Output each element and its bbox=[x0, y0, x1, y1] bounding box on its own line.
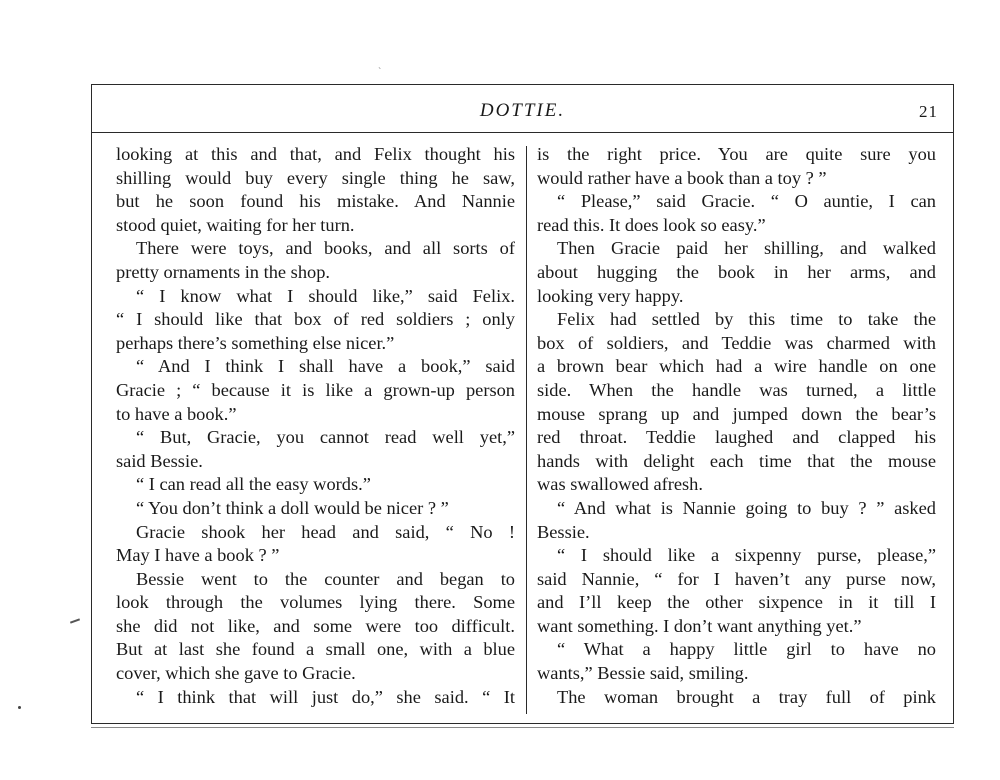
running-title: DOTTIE. bbox=[479, 100, 566, 121]
text-line: side. When the handle was turned, a little bbox=[537, 379, 936, 400]
text-line: read this. It does look so easy.” bbox=[537, 214, 766, 235]
page-number: 21 bbox=[919, 102, 938, 121]
text-line: said Nannie, “ for I haven’t any purse now, bbox=[537, 568, 936, 589]
text-line: perhaps there’s something else nicer.” bbox=[116, 332, 395, 353]
bottom-rule bbox=[91, 727, 954, 728]
column-divider bbox=[526, 146, 527, 714]
print-speck bbox=[18, 706, 21, 709]
print-speck bbox=[70, 618, 80, 623]
text-line: want something. I don’t want anything yet.” bbox=[537, 615, 862, 636]
text-line: about hugging the book in her arms, and bbox=[537, 261, 936, 282]
text-line: “ I should like a sixpenny purse, please,” bbox=[557, 545, 936, 566]
text-line: would rather have a book than a toy ? ” bbox=[537, 167, 827, 188]
text-line: “ And what is Nannie going to buy ? ” asked bbox=[557, 497, 936, 518]
text-line: said Bessie. bbox=[116, 450, 203, 471]
text-line: mouse sprang up and jumped down the bear’s bbox=[537, 403, 936, 424]
text-line: a brown bear which had a wire handle on one bbox=[537, 356, 936, 377]
text-line: wants,” Bessie said, smiling. bbox=[537, 663, 749, 684]
text-line: is the right price. You are quite sure you bbox=[537, 144, 936, 164]
right-column bbox=[537, 143, 936, 709]
text-line: “ Please,” said Gracie. “ O auntie, I can bbox=[557, 191, 936, 212]
text-line: and I’ll keep the other sixpence in it till I bbox=[537, 592, 936, 613]
text-line: looking very happy. bbox=[537, 285, 684, 306]
text-line: box of soldiers, and Teddie was charmed with bbox=[537, 332, 936, 353]
text-line: “ And I think I shall have a book,” said bbox=[136, 356, 515, 377]
text-line: But at last she found a small one, with a blue bbox=[116, 639, 515, 660]
text-line: “ What a happy little girl to have no bbox=[557, 639, 936, 660]
text-line: pretty ornaments in the shop. bbox=[116, 261, 331, 282]
text-line: hands with delight each time that the mouse bbox=[537, 450, 936, 471]
text-line: May I have a book ? ” bbox=[116, 545, 280, 566]
text-line: Felix had settled by this time to take the bbox=[557, 309, 936, 330]
text-line: Then Gracie paid her shilling, and walked bbox=[557, 238, 936, 259]
text-line: Bessie. bbox=[537, 521, 590, 542]
text-line: The woman brought a tray full of pink bbox=[557, 686, 936, 707]
text-line: Gracie shook her head and said, “ No ! bbox=[136, 521, 515, 542]
text-line: “ I should like that box of red soldiers ; only bbox=[116, 309, 515, 330]
text-line: cover, which she gave to Gracie. bbox=[116, 663, 356, 684]
text-line: “ You don’t think a doll would be nicer ? ” bbox=[136, 497, 449, 518]
text-line: “ I know what I should like,” said Felix. bbox=[136, 285, 515, 306]
text-line: was swallowed afresh. bbox=[537, 474, 703, 495]
text-line: to have a book.” bbox=[116, 403, 237, 424]
text-line: Gracie ; “ because it is like a grown-up person bbox=[116, 379, 515, 400]
text-line: There were toys, and books, and all sorts of bbox=[136, 238, 515, 259]
text-line: Bessie went to the counter and began to bbox=[136, 568, 515, 589]
header-rule bbox=[91, 132, 954, 133]
text-line: looking at this and that, and Felix thought his bbox=[116, 144, 515, 164]
left-column bbox=[116, 143, 515, 709]
text-line: red throat. Teddie laughed and clapped his bbox=[537, 427, 936, 448]
text-line: shilling would buy every single thing he saw, bbox=[116, 167, 515, 188]
text-line: stood quiet, waiting for her turn. bbox=[116, 214, 355, 235]
text-line: “ But, Gracie, you cannot read well yet,” bbox=[136, 427, 515, 448]
text-line: look through the volumes lying there. Some bbox=[116, 592, 515, 613]
text-line: but he soon found his mistake. And Nannie bbox=[116, 191, 515, 212]
text-line: she did not like, and some were too difficult. bbox=[116, 615, 515, 636]
text-line: “ I think that will just do,” she said. “ It bbox=[136, 686, 515, 707]
print-speck: ` bbox=[378, 67, 382, 78]
text-line: “ I can read all the easy words.” bbox=[136, 474, 371, 495]
